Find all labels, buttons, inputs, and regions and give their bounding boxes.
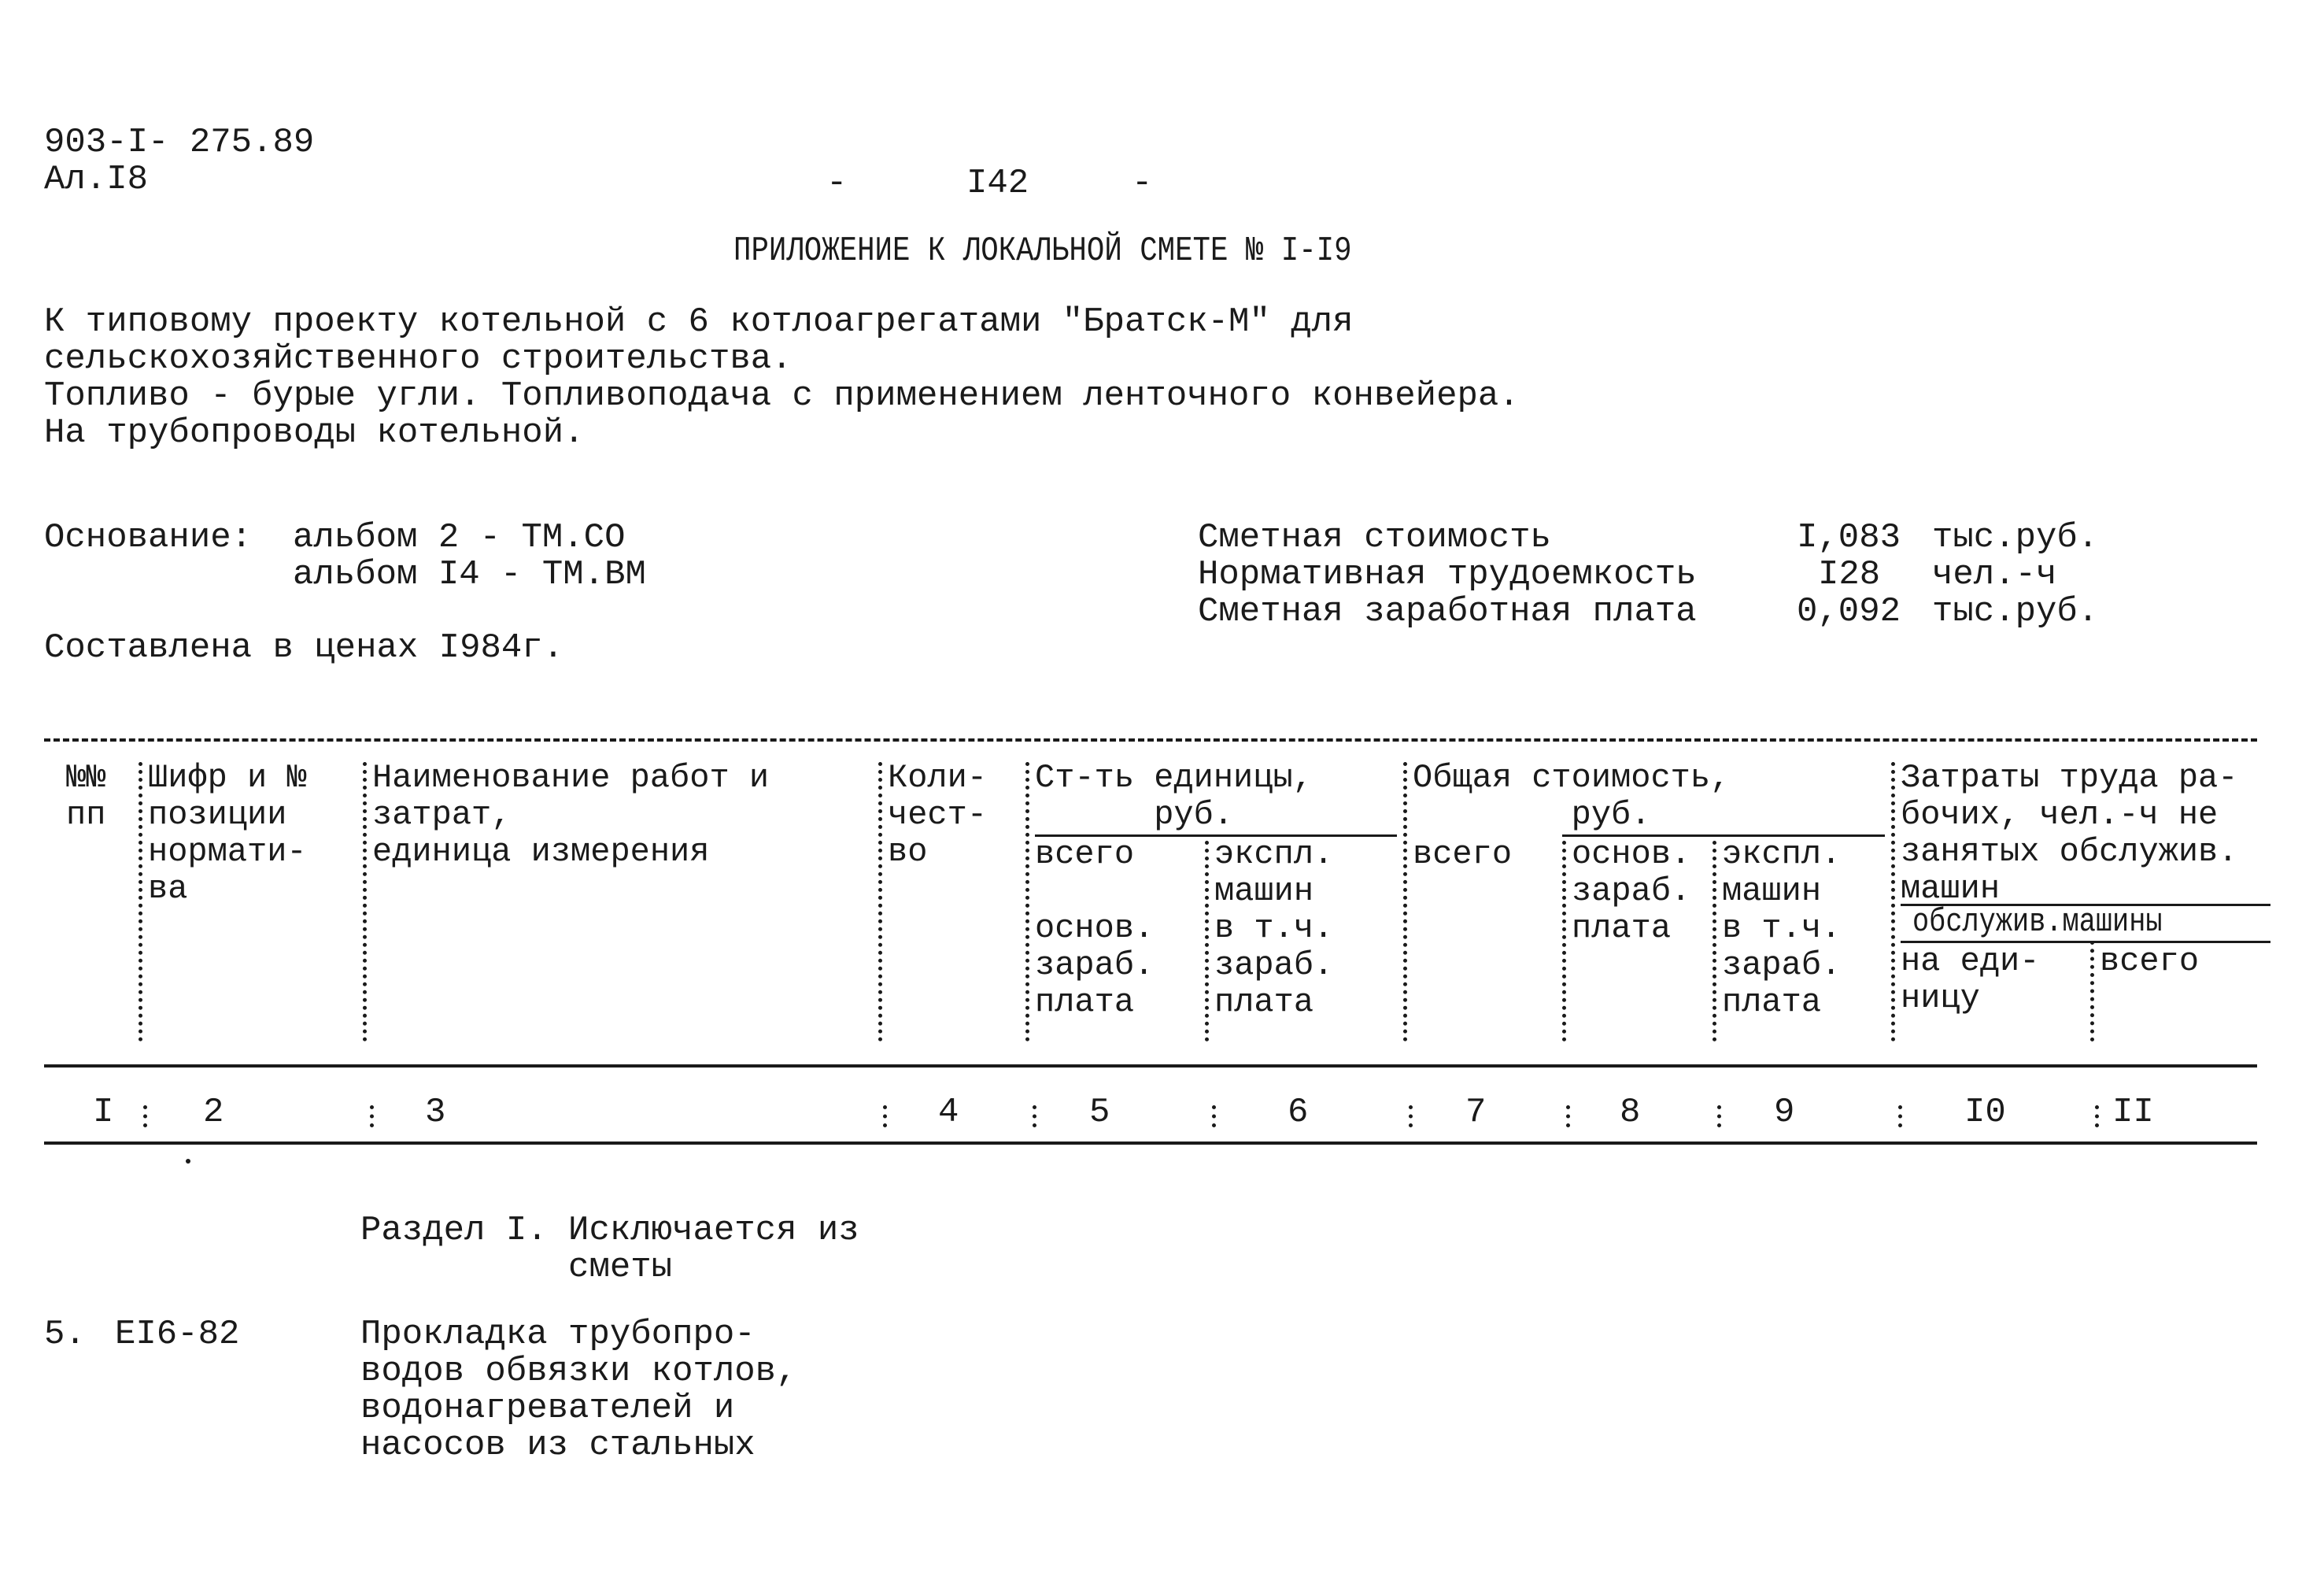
column-number: 3 — [425, 1093, 446, 1132]
basis-line: альбом I4 - ТМ.ВМ — [293, 555, 646, 594]
header-quantity: Коли- чест- во — [888, 759, 988, 871]
summary-label: Нормативная трудоемкость — [1198, 555, 1697, 594]
column-separator — [1713, 841, 1716, 1042]
column-separator — [2090, 941, 2094, 1042]
header-labor: Затраты труда ра- бочих, чел.-ч не занятых обслужив. машин — [1901, 759, 2238, 908]
column-number: II — [2112, 1093, 2154, 1132]
header-unit-machines: экспл. машин в т.ч. зараб. плата — [1214, 835, 1334, 1021]
page-number: I42 — [966, 164, 1029, 203]
description-line: К типовому проекту котельной с 6 котлоагрегатами "Братск-М" для — [44, 302, 1354, 342]
summary-unit: чел.-ч — [1932, 555, 2057, 594]
header-total-all: всего — [1413, 835, 1513, 873]
album-number: Ал.I8 — [44, 160, 149, 199]
document-code: 903-I- 275.89 — [44, 123, 315, 162]
column-separator — [878, 762, 882, 1042]
column-separator — [370, 1105, 374, 1127]
column-separator — [1025, 762, 1029, 1042]
header-unit-cost: Ст-ть единицы, руб. — [1035, 759, 1313, 834]
item-number: 5. — [44, 1315, 86, 1354]
column-separator — [2095, 1105, 2099, 1127]
column-separator — [1409, 1105, 1413, 1127]
column-number: 9 — [1774, 1093, 1795, 1132]
column-separator — [1033, 1105, 1036, 1127]
header-code: Шифр и № позиции нормати- ва — [148, 759, 307, 908]
column-number: 5 — [1089, 1093, 1110, 1132]
summary-value: 0,092 — [1797, 592, 1901, 631]
table-header-rule — [44, 1064, 2257, 1068]
page-dash-right: - — [1132, 164, 1153, 203]
column-number: I — [93, 1093, 114, 1132]
column-number: 7 — [1465, 1093, 1487, 1132]
summary-label: Сметная заработная плата — [1198, 592, 1697, 631]
header-labor-per-unit: на еди- ницу — [1901, 942, 2040, 1017]
column-number: I0 — [1964, 1093, 2006, 1132]
column-separator — [139, 762, 142, 1042]
section-heading: Раздел I. Исключается из сметы — [360, 1211, 859, 1287]
page-dash-left: - — [826, 164, 848, 203]
column-separator — [883, 1105, 887, 1127]
column-separator — [1717, 1105, 1721, 1127]
header-total-machines: экспл. машин в т.ч. зараб. плата — [1722, 835, 1842, 1021]
column-number: 8 — [1620, 1093, 1641, 1132]
page-title: ПРИЛОЖЕНИЕ К ЛОКАЛЬНОЙ СМЕТЕ № I-I9 — [733, 231, 1352, 271]
column-separator — [143, 1105, 147, 1127]
item-name: Прокладка трубопро- водов обвязки котлов, водонагревателей и насосов из стальных — [360, 1315, 797, 1465]
summary-unit: тыс.руб. — [1932, 518, 2099, 557]
column-separator — [1403, 762, 1407, 1042]
basis-line: альбом 2 - ТМ.СО — [293, 518, 626, 557]
column-number: 2 — [203, 1093, 224, 1132]
column-separator — [1205, 841, 1209, 1042]
header-number: №№ пп — [66, 759, 106, 834]
column-number: 4 — [938, 1093, 959, 1132]
header-total-wages: основ. зараб. плата — [1572, 835, 1691, 947]
header-labor-total: всего — [2100, 942, 2200, 980]
header-name: Наименование работ и затрат, единица измерения — [372, 759, 770, 871]
item-code: EI6-82 — [115, 1315, 240, 1354]
stray-mark — [186, 1159, 190, 1164]
description-line: На трубопроводы котельной. — [44, 413, 585, 453]
column-number: 6 — [1288, 1093, 1309, 1132]
header-labor-machines: обслужив.машины — [1912, 903, 2163, 941]
table-top-rule — [44, 738, 2257, 742]
header-total-cost: Общая стоимость, руб. — [1413, 759, 1731, 834]
column-separator — [1898, 1105, 1902, 1127]
summary-unit: тыс.руб. — [1932, 592, 2099, 631]
prices-note: Составлена в ценах I984г. — [44, 628, 564, 668]
summary-label: Сметная стоимость — [1198, 518, 1551, 557]
header-unit-total: всего основ. зараб. плата — [1035, 835, 1155, 1021]
summary-value: I,083 — [1797, 518, 1901, 557]
description-line: Топливо - бурые угли. Топливоподача с применением ленточного конвейера. — [44, 376, 1520, 416]
summary-value: I28 — [1818, 555, 1881, 594]
description-line: сельскохозяйственного строительства. — [44, 339, 793, 379]
column-separator — [1212, 1105, 1216, 1127]
column-separator — [1562, 841, 1566, 1042]
column-separator — [1566, 1105, 1570, 1127]
basis-label: Основание: — [44, 518, 253, 557]
column-separator — [1891, 762, 1895, 1042]
table-numbers-rule — [44, 1142, 2257, 1145]
column-separator — [363, 762, 367, 1042]
